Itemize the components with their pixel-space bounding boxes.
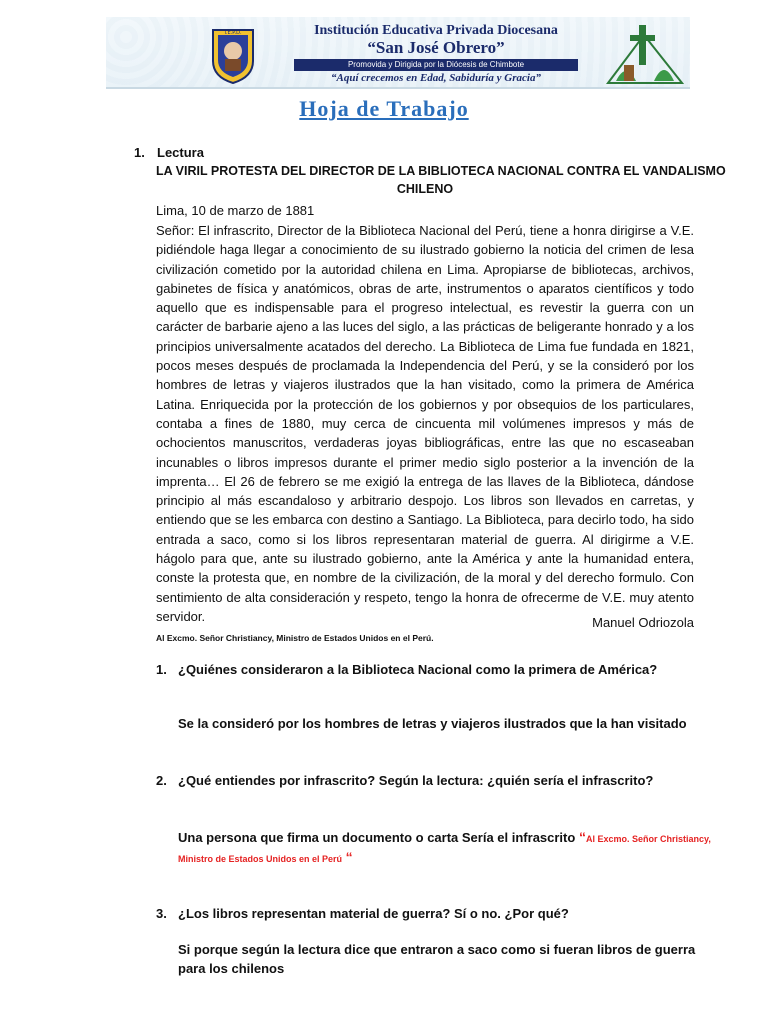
- reading-signature: Manuel Odriozola: [592, 615, 694, 630]
- school-name: “San José Obrero”: [367, 38, 505, 57]
- reading-date: Lima, 10 de marzo de 1881: [156, 203, 315, 218]
- question-1-text: ¿Quiénes consideraron a la Biblioteca Nacional como la primera de América?: [178, 662, 658, 677]
- question-1-answer: Se la consideró por los hombres de letras y viajeros ilustrados que la han visitado: [178, 716, 687, 731]
- reading-label: Lectura: [157, 145, 204, 160]
- reading-number: 1.: [134, 145, 145, 160]
- reading-heading-line2: CHILENO: [396, 182, 454, 196]
- promotion-strip: Promovida y Dirigida por la Diócesis de Chimbote: [294, 59, 578, 71]
- school-crest-icon: [210, 27, 256, 85]
- question-2-number: 2.: [156, 773, 167, 788]
- question-2-answer-line2: [178, 848, 353, 869]
- cross-emblem-icon: [606, 21, 684, 85]
- question-3-answer-line2: para los chilenos: [178, 961, 285, 976]
- question-2-answer-line1: [178, 828, 711, 849]
- reading-body: Señor: El infrascrito, Director de la Biblioteca Nacional del Perú, tiene a honra dirigirse a V.E. pidiéndole haga llegar a conocimiento de su ilustrado gobierno la noticia del crimen de lesa civilización cometido por la autoridad chilena en Lima. Apropiarse de bibliotecas, archivos, gabinetes de física y anatómicos, obras de arte, instrumentos o aparatos científicos y todo aquello que es indispensable para el progreso intelectual, es revestir la guerra con un carácter de barbarie ajeno a las luces del siglo, a las prácticas de beligerante honrado y a los principios universalmente acatados del derecho. La Biblioteca de Lima fue fundada en 1821, pocos meses después de proclamada la Independencia del Perú, y se la consideró por los hombres de letras y viajeros ilustrados que la han visitado, como la primera de América Latina. Enriquecida por la protección de los gobiernos y por obsequios de los particulares, contaba a fines de 1880, muy cerca de cincuenta mil volúmenes impresos y más de ochocientos manuscritos, verdaderas joyas bibliográficas, entre las que no escaseaban incunables o libros impresos durante el primer medio siglo posterior a la invención de la imprenta… El 26 de febrero se me exigió la entrega de las llaves de la Biblioteca, dándose principio al más escandaloso y arbitrario despojo. Los libros son llevados en carretas, y entiendo que se les embarca con destino a Santiago. La Biblioteca, para decirlo todo, ha sido entrada a saco, como si los libros representaran material de guerra. Al dirigirme a V.E. hágolo para que, ante su ilustrado gobierno, ante la América y ante la humanidad entera, conste la protesta que, en nombre de la civilización, de la moral y del derecho formulo. Con sentimiento de alta consideración y respeto, tengo la honra de ofrecerme de V.E. muy atento servidor.: [156, 223, 694, 624]
- question-3-text: ¿Los libros representan material de guerra? Sí o no. ¿Por qué?: [178, 906, 569, 921]
- question-2-answer: Una persona que firma un documento o carta Sería el infrascrito: [178, 830, 576, 845]
- school-motto: “Aquí crecemos en Edad, Sabiduría y Gracia”: [331, 72, 541, 84]
- question-3-answer-line1: Si porque según la lectura dice que entraron a saco como si fueran libros de guerra: [178, 942, 696, 957]
- crest-text: I.E.P.D.: [224, 30, 242, 36]
- question-2-text: ¿Qué entiendes por infrascrito? Según la lectura: ¿quién sería el infrascrito?: [178, 773, 654, 788]
- quote-close: “: [345, 849, 353, 865]
- header-banner: [106, 17, 690, 89]
- question-3-number: 3.: [156, 906, 167, 921]
- quote-line1: Al Excmo. Señor Christiancy,: [585, 834, 711, 844]
- quote-line2: Ministro de Estados Unidos en el Perú: [178, 854, 343, 864]
- quote-open: “: [578, 829, 586, 845]
- page-title: Hoja de Trabajo: [299, 96, 469, 121]
- institution-name: Institución Educativa Privada Diocesana: [314, 23, 558, 38]
- reading-heading-line1: LA VIRIL PROTESTA DEL DIRECTOR DE LA BIBLIOTECA NACIONAL CONTRA EL VANDALISMO: [156, 164, 726, 178]
- reading-addressee: Al Excmo. Señor Christiancy, Ministro de Estados Unidos en el Perú.: [156, 633, 434, 643]
- question-1-number: 1.: [156, 662, 167, 677]
